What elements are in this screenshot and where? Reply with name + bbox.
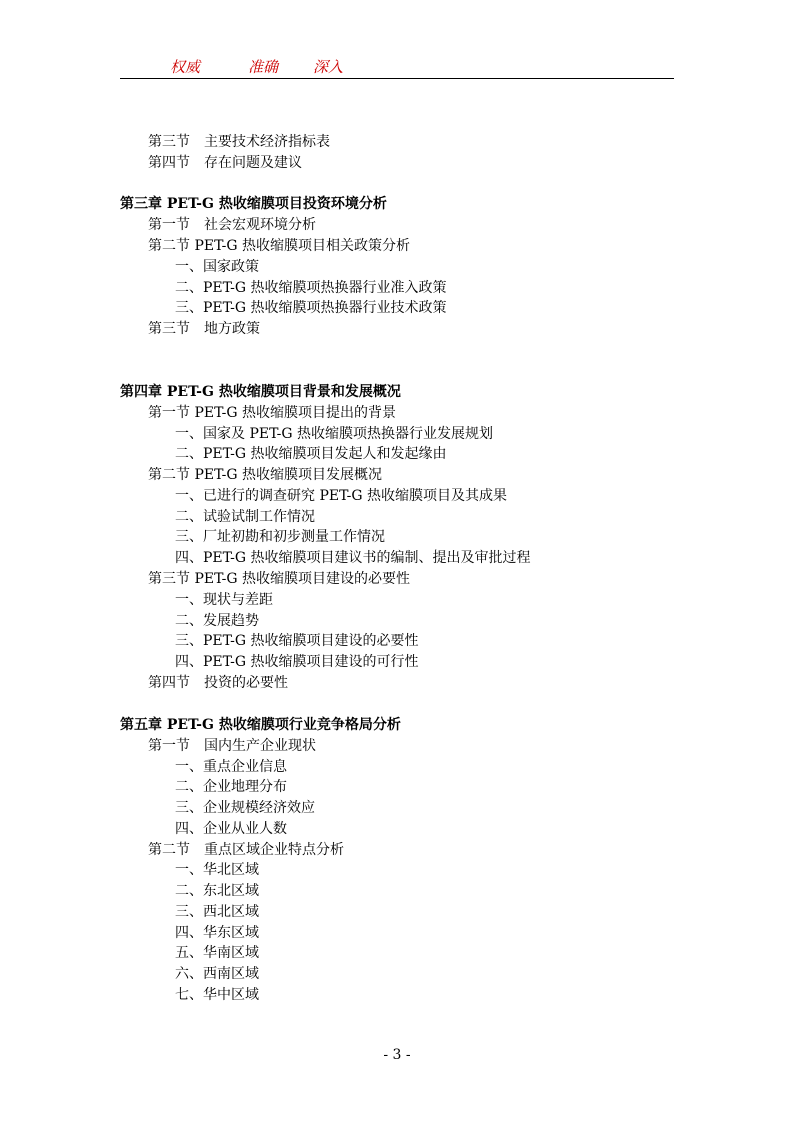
toc-section: 第二节 PET-G 热收缩膜项目相关政策分析 — [148, 238, 410, 254]
toc-item: 七、华中区域 — [175, 987, 259, 1003]
toc-item: 五、华南区域 — [175, 945, 259, 961]
header-word-indepth: 深入 — [313, 58, 344, 76]
toc-item: 三、西北区域 — [175, 904, 259, 920]
toc-item: 一、华北区域 — [175, 862, 259, 878]
toc-item: 一、国家政策 — [175, 259, 259, 275]
toc-section: 第四节 投资的必要性 — [148, 675, 288, 691]
toc-section: 第三节 主要技术经济指标表 — [148, 134, 330, 150]
header-word-authority: 权威 — [170, 58, 201, 76]
toc-section: 第三节 地方政策 — [148, 321, 260, 337]
toc-item: 一、国家及 PET-G 热收缩膜项热换器行业发展规划 — [175, 426, 493, 442]
toc-item: 二、PET-G 热收缩膜项热换器行业准入政策 — [175, 280, 447, 296]
toc-section: 第四节 存在问题及建议 — [148, 155, 302, 171]
toc-item: 四、华东区域 — [175, 925, 259, 941]
toc-item: 二、PET-G 热收缩膜项目发起人和发起缘由 — [175, 446, 447, 462]
toc-section: 第一节 国内生产企业现状 — [148, 738, 316, 754]
toc-item: 一、重点企业信息 — [175, 759, 287, 775]
toc-item: 六、西南区域 — [175, 966, 259, 982]
toc-item: 二、企业地理分布 — [175, 779, 287, 795]
toc-chapter: 第四章 PET-G 热收缩膜项目背景和发展概况 — [120, 384, 401, 400]
toc-item: 二、试验试制工作情况 — [175, 509, 315, 525]
toc-item: 二、东北区域 — [175, 883, 259, 899]
toc-section: 第一节 PET-G 热收缩膜项目提出的背景 — [148, 405, 396, 421]
toc-item: 二、发展趋势 — [175, 613, 259, 629]
toc-section: 第二节 PET-G 热收缩膜项目发展概况 — [148, 467, 382, 483]
header-word-accurate: 准确 — [248, 58, 279, 76]
toc-chapter: 第三章 PET-G 热收缩膜项目投资环境分析 — [120, 196, 387, 212]
toc-item: 四、PET-G 热收缩膜项目建设的可行性 — [175, 654, 419, 670]
toc-section: 第三节 PET-G 热收缩膜项目建设的必要性 — [148, 571, 410, 587]
toc-item: 一、现状与差距 — [175, 592, 273, 608]
toc-item: 一、已进行的调查研究 PET-G 热收缩膜项目及其成果 — [175, 488, 507, 504]
toc-item: 三、PET-G 热收缩膜项热换器行业技术政策 — [175, 300, 447, 316]
toc-chapter: 第五章 PET-G 热收缩膜项行业竞争格局分析 — [120, 717, 401, 733]
toc-item: 三、企业规模经济效应 — [175, 800, 315, 816]
toc-section: 第一节 社会宏观环境分析 — [148, 217, 316, 233]
toc-section: 第二节 重点区域企业特点分析 — [148, 842, 344, 858]
header-divider — [120, 78, 674, 79]
toc-item: 四、企业从业人数 — [175, 821, 287, 837]
page-number: - 3 - — [383, 1047, 411, 1063]
page-header — [0, 0, 794, 80]
toc-item: 三、PET-G 热收缩膜项目建设的必要性 — [175, 633, 419, 649]
toc-item: 三、厂址初勘和初步测量工作情况 — [175, 529, 385, 545]
toc-item: 四、PET-G 热收缩膜项目建议书的编制、提出及审批过程 — [175, 550, 531, 566]
